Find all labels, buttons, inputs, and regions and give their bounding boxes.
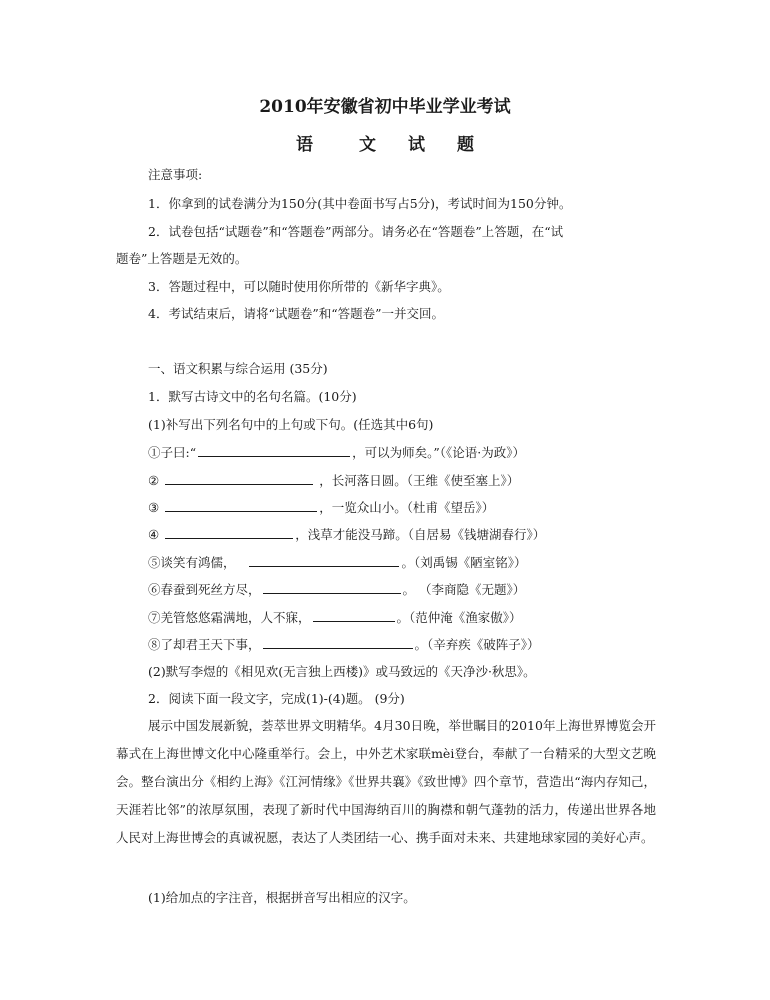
answer-blank[interactable] xyxy=(313,608,395,622)
question-2-part-1: (1)给加点的字注音，根据拼音写出相应的汉字。 xyxy=(148,890,416,905)
note-3: 3．答题过程中，可以随时使用你所带的《新华字典》。 xyxy=(148,279,450,294)
exam-subtitle xyxy=(0,130,770,155)
subtitle-char: 题 xyxy=(457,135,474,155)
fill-item xyxy=(148,471,519,490)
reading-passage: 展示中国发展新貌，荟萃世界文明精华。4月30日晚，举世瞩目的2010年上海世界博览会开幕式在上海世博文化中心隆重举行。会上，中外艺术家联mèi登台，奉献了一台精采的大型文艺晚会。整台演出分《相约上海》《江河情缘》《世界共襄》《致世博》四个章节，营造出“海内存知己，天涯若比邻”的浓厚氛围，表现了新时代中国海纳百川的胸襟和朝气蓬勃的活力，传递出世界各地人民对上海世博会的真诚祝愿，表达了人类团结一心、携手面对未来、共建地球家园的美好心声。 xyxy=(116,718,656,845)
answer-blank[interactable] xyxy=(165,525,293,539)
answer-blank[interactable] xyxy=(165,498,317,512)
question-1-part-1: (1)补写出下列名句中的上句或下句。(任选其中6句) xyxy=(148,417,434,432)
fill-item-prefix: ⑥春蚕到死丝方尽， xyxy=(148,582,261,597)
note-4: 4．考试结束后，请将“试题卷”和“答题卷”一并交回。 xyxy=(148,306,445,321)
fill-item-prefix: ④ xyxy=(148,527,160,542)
fill-item xyxy=(148,443,525,462)
fill-item xyxy=(148,553,526,572)
question-2: 2．阅读下面一段文字，完成(1)-(4)题。 (9分) xyxy=(148,691,405,706)
fill-item-suffix: 。 （李商隐《无题》） xyxy=(402,582,526,597)
fill-item-prefix: ①子曰:“ xyxy=(148,445,197,460)
notes-heading: 注意事项: xyxy=(148,167,203,182)
fill-item xyxy=(148,608,522,627)
answer-blank[interactable] xyxy=(263,580,401,594)
answer-blank[interactable] xyxy=(198,443,350,457)
subtitle-char: 文 xyxy=(359,135,376,155)
fill-item-suffix: 。（辛弃疾《破阵子》） xyxy=(414,637,540,652)
section-heading: 一、语文积累与综合运用 (35分) xyxy=(148,361,328,376)
fill-item-suffix: ，一览众山小。（杜甫《望岳》） xyxy=(319,500,495,515)
question-1-part-2: (2)默写李煜的《相见欢(无言独上西楼)》或马致远的《天净沙·秋思》。 xyxy=(148,664,536,679)
fill-item xyxy=(148,525,545,544)
fill-item-prefix: ⑧了却君王天下事， xyxy=(148,637,261,652)
fill-item-suffix: ，长河落日圆。（王维《使至塞上》） xyxy=(319,473,520,488)
answer-blank[interactable] xyxy=(263,635,413,649)
fill-item-prefix: ⑤谈笑有鸿儒， xyxy=(148,555,236,570)
answer-blank[interactable] xyxy=(165,471,313,485)
fill-item-prefix: ③ xyxy=(148,500,160,515)
fill-item-suffix: 。（范仲淹《渔家傲》） xyxy=(396,610,522,625)
fill-item xyxy=(148,635,540,654)
fill-item-suffix: 。（刘禹锡《陋室铭》） xyxy=(401,555,527,570)
question-1: 1．默写古诗文中的名句名篇。(10分) xyxy=(148,389,357,404)
fill-item xyxy=(148,580,525,599)
fill-item-prefix: ② xyxy=(148,473,160,488)
answer-blank[interactable] xyxy=(249,553,399,567)
fill-item-suffix: ，可以为师矣。”（《论语·为政》） xyxy=(352,445,525,460)
subtitle-char: 语 xyxy=(296,135,313,155)
note-2-line-2: 题卷”上答题是无效的。 xyxy=(116,251,248,266)
fill-item-prefix: ⑦羌管悠悠霜满地，人不寐， xyxy=(148,610,311,625)
fill-item-suffix: ，浅草才能没马蹄。（自居易《钱塘湖春行》） xyxy=(295,527,546,542)
fill-item xyxy=(148,498,494,517)
note-2-line-1: 2．试卷包括“试题卷”和“答题卷”两部分。请务必在“答题卷”上答题，在“试 xyxy=(148,224,564,239)
subtitle-char: 试 xyxy=(408,135,425,155)
exam-title: 2010年安徽省初中毕业学业考试 xyxy=(259,97,511,117)
note-1: 1．你拿到的试卷满分为150分(其中卷面书写占5分)，考试时间为150分钟。 xyxy=(148,196,572,211)
